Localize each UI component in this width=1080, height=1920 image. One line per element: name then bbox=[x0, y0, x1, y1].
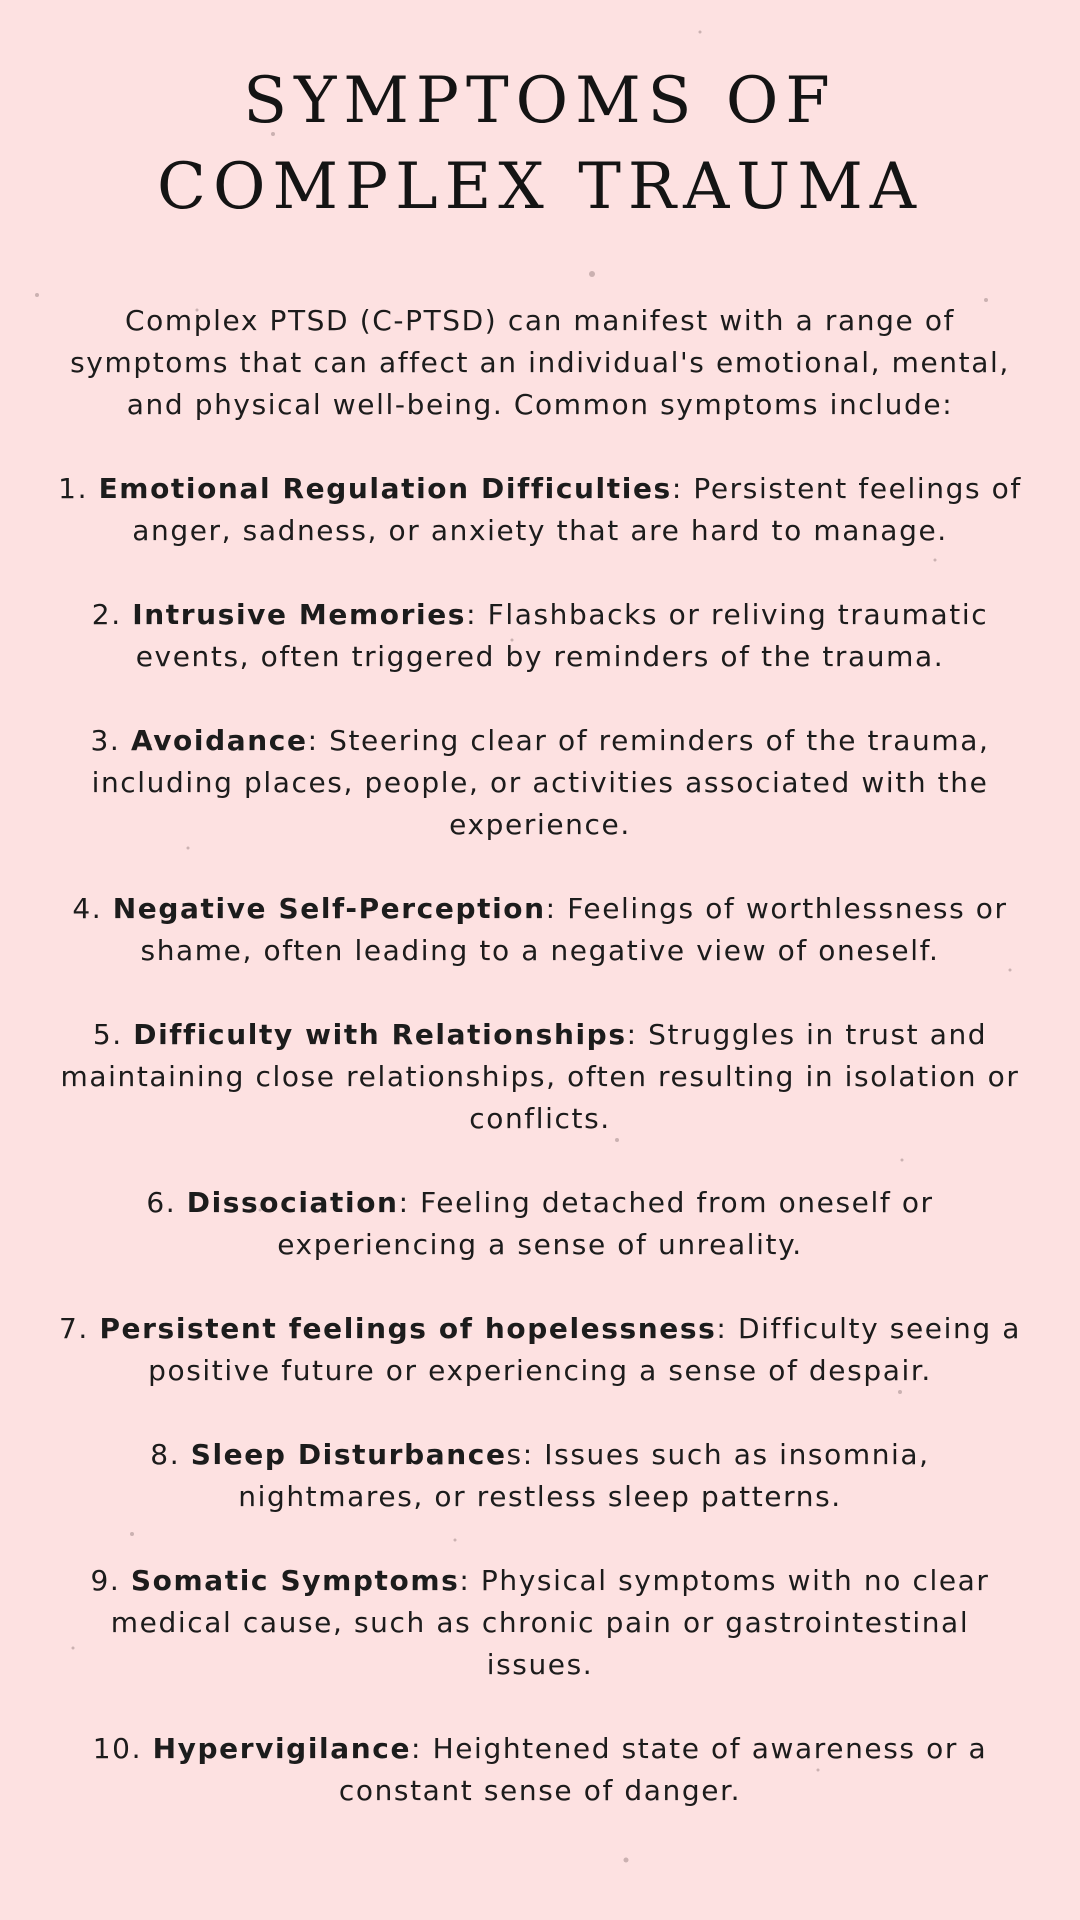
symptom-description: : Issues such as insomnia, nightmares, or restless sleep patterns. bbox=[238, 1438, 930, 1513]
page-title bbox=[0, 58, 1080, 230]
symptom-term: Intrusive Memories bbox=[132, 598, 467, 631]
symptom-item-6 bbox=[54, 1182, 1026, 1266]
symptom-term-suffix: s bbox=[506, 1438, 523, 1471]
symptom-term: Hypervigilance bbox=[152, 1732, 412, 1765]
symptom-term: Sleep Disturbance bbox=[190, 1438, 507, 1471]
symptom-description: : Struggles in trust and maintaining close relationships, often resulting in isolation or conflicts. bbox=[60, 1018, 1020, 1135]
symptom-number: 7. bbox=[59, 1312, 100, 1345]
symptom-item-10 bbox=[54, 1728, 1026, 1812]
symptom-term: Persistent feelings of hopelessness bbox=[99, 1312, 717, 1345]
symptom-item-1 bbox=[54, 468, 1026, 552]
symptom-description: : Feeling detached from oneself or experiencing a sense of unreality. bbox=[277, 1186, 934, 1261]
symptom-term: Negative Self-Perception bbox=[112, 892, 546, 925]
symptom-item-7 bbox=[54, 1308, 1026, 1392]
symptom-number: 8. bbox=[150, 1438, 191, 1471]
symptom-description: : Physical symptoms with no clear medical cause, such as chronic pain or gastrointestinal issues. bbox=[110, 1564, 990, 1681]
symptom-item-3 bbox=[54, 720, 1026, 846]
symptom-number: 9. bbox=[90, 1564, 131, 1597]
intro-paragraph: Complex PTSD (C-PTSD) can manifest with a range of symptoms that can affect an individual's emotional, mental, and physical well-being. Common symptoms include: bbox=[70, 304, 1010, 421]
symptom-item-4 bbox=[54, 888, 1026, 972]
symptom-description: : Heightened state of awareness or a constant sense of danger. bbox=[338, 1732, 988, 1807]
symptom-item-9 bbox=[54, 1560, 1026, 1686]
symptom-description: : Feelings of worthlessness or shame, often leading to a negative view of oneself. bbox=[140, 892, 1008, 967]
title-line-1: SYMPTOMS OF bbox=[243, 64, 837, 138]
symptom-term: Avoidance bbox=[130, 724, 308, 757]
symptom-number: 10. bbox=[92, 1732, 153, 1765]
symptom-term: Somatic Symptoms bbox=[130, 1564, 460, 1597]
symptom-description: : Difficulty seeing a positive future or experiencing a sense of despair. bbox=[148, 1312, 1021, 1387]
symptom-item-2 bbox=[54, 594, 1026, 678]
title-line-2: COMPLEX TRAUMA bbox=[157, 150, 923, 224]
symptom-number: 3. bbox=[90, 724, 131, 757]
symptom-item-8 bbox=[54, 1434, 1026, 1518]
symptom-description: : Flashbacks or reliving traumatic events, often triggered by reminders of the trauma. bbox=[135, 598, 989, 673]
symptom-term: Difficulty with Relationships bbox=[133, 1018, 627, 1051]
symptom-term: Emotional Regulation Difficulties bbox=[98, 472, 672, 505]
symptom-number: 6. bbox=[146, 1186, 187, 1219]
symptom-description: : Persistent feelings of anger, sadness, or anxiety that are hard to manage. bbox=[132, 472, 1022, 547]
content-body bbox=[54, 300, 1026, 1854]
symptom-term: Dissociation bbox=[186, 1186, 399, 1219]
symptom-description: : Steering clear of reminders of the trauma, including places, people, or activities associated with the experience. bbox=[91, 724, 990, 841]
symptom-number: 1. bbox=[58, 472, 99, 505]
symptom-number: 2. bbox=[91, 598, 133, 631]
symptom-item-5 bbox=[54, 1014, 1026, 1140]
symptom-number: 5. bbox=[92, 1018, 134, 1051]
symptom-number: 4. bbox=[72, 892, 113, 925]
